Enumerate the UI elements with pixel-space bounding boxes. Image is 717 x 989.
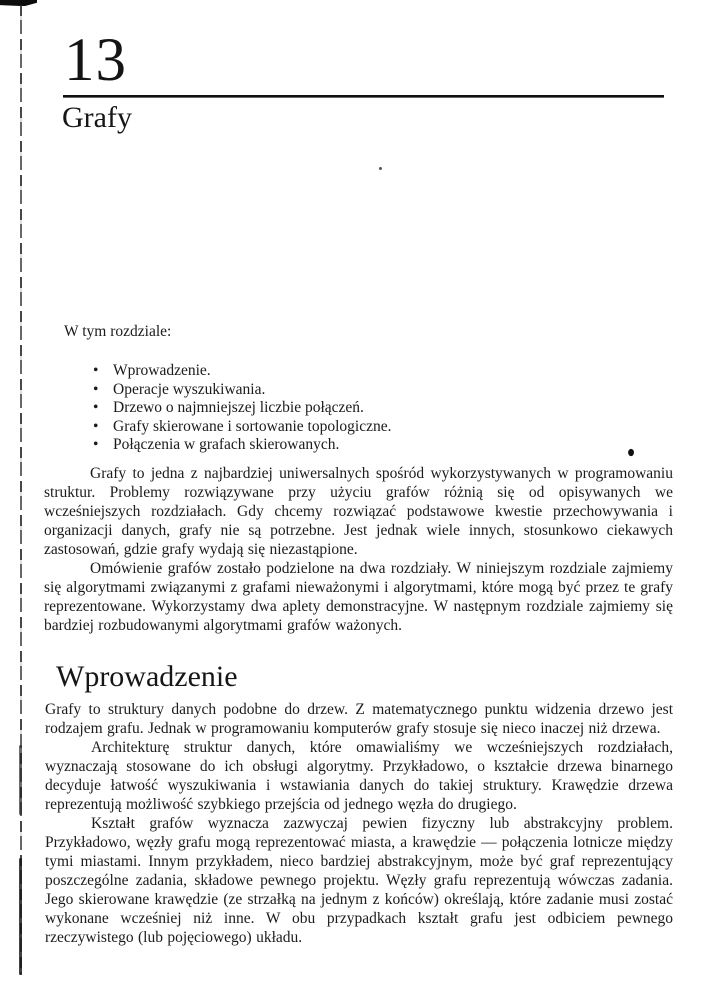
intro-paragraph: Grafy to jedna z najbardziej uniwersalnych spośród wykorzystywanych w programowaniu struktur. Problemy rozwiązywane przy użyciu grafów różnią się od opisywanych we wcześniejszych rozdziałach. Gdy chcemy rozwiązać podstawowe kwestie przechowywania i organizacji danych, grafy nie są potrzebne. Jest jednak wiele innych, stosunkowo ciekawych zastosowań, gdzie grafy wydają się niezastąpione. (44, 465, 673, 558)
overview-heading: W tym rozdziale: (64, 323, 172, 340)
bullet-icon: • (93, 436, 99, 453)
ink-speck (627, 448, 635, 457)
topic-item (64, 399, 624, 418)
bullet-icon: • (93, 380, 99, 398)
scan-binding-line-blob (19, 745, 22, 815)
ink-speck (379, 167, 382, 170)
topic-item (64, 381, 624, 400)
section-paragraph: Kształt grafów wyznacza zazwyczaj pewien fizyczny lub abstrakcyjny problem. Przykładowo, węzły grafu mogą reprezentować miasta, a krawędzie — połączenia lotnicze między tymi miastami. Innym przykładem, nieco bardziej abstrakcyjnym, może być graf reprezentujący poszczególne zadania, składowe pewnego projektu. Węzły grafu reprezentują wówczas zadania. Jego skierowane krawędzie (ze strzałką na jednym z końców) określają, które zadanie musi zostać wykonane wcześniej niż inne. W obu przypadkach kształt grafu jest odbiciem pewnego rzeczywistego (lub pojęciowego) układu. (45, 815, 673, 946)
section-paragraph: Architekturę struktur danych, które omawialiśmy we wcześniejszych rozdziałach, wyznaczają stosowane do ich obsługi algorytmy. Przykładowo, o kształcie drzewa binarnego decyduje łatwość wyszukiwania i wstawiania danych do takiej struktury. Krawędzie drzewa reprezentują możliwość szybkiego przejścia od jednego węzła do drugiego. (45, 739, 673, 813)
topic-list (64, 362, 624, 455)
chapter-intro (44, 464, 673, 635)
section-paragraph: Grafy to struktury danych podobne do drzew. Z matematycznego punktu widzenia drzewo jest rodzajem grafu. Jednak w programowaniu komputerów grafy stosuje się nieco inaczej niż drzewa. (45, 701, 673, 737)
bullet-icon: • (93, 399, 99, 416)
chapter-number: 13 (64, 27, 127, 94)
intro-paragraph: Omówienie grafów zostało podzielone na dwa rozdziały. W niniejszym rozdziale zajmiemy się algorytmami związanymi z grafami nieważonymi i algorytmami, które mogą być przez te grafy reprezentowane. Wykorzystamy dwa aplety demonstracyjne. W następnym rozdziale zajmiemy się bardziej rozbudowanymi algorytmami grafów ważonych. (44, 560, 673, 634)
chapter-overview (64, 322, 624, 455)
chapter-title: Grafy (62, 101, 132, 134)
topic-label: Operacje wyszukiwania. (113, 380, 266, 398)
bullet-icon: • (93, 362, 99, 379)
scan-binding-line-blob (19, 858, 22, 975)
topic-item (64, 362, 624, 381)
section-heading: Wprowadzenie (56, 660, 238, 693)
bullet-icon: • (93, 417, 99, 435)
topic-label: Połączenia w grafach skierowanych. (113, 436, 340, 453)
topic-label: Drzewo o najmniejszej liczbie połączeń. (113, 399, 364, 416)
chapter-rule (63, 95, 664, 98)
scan-corner-artifact (0, 0, 37, 6)
topic-label: Wprowadzenie. (113, 362, 211, 379)
topic-label: Grafy skierowane i sortowanie topologiczne. (113, 417, 392, 435)
topic-item (64, 436, 624, 455)
topic-item (64, 418, 624, 437)
scan-binding-line (20, 5, 22, 975)
section-body (45, 700, 673, 947)
